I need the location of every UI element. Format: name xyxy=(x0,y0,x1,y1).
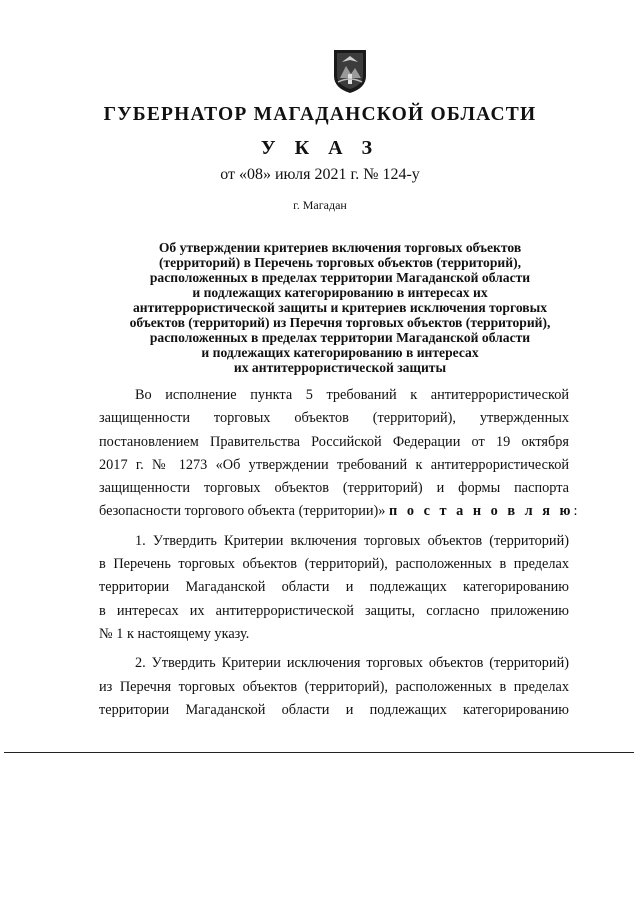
heading-line: объектов (территорий) из Перечня торговых объектов (территорий), xyxy=(129,315,551,330)
document-date-number: от «08» июля 2021 г. № 124-у xyxy=(220,166,420,183)
heading-line: (территорий) в Перечень торговых объектов (территорий), xyxy=(158,255,522,270)
body-line: в Перечень торговых объектов (территорий), расположенных в пределах xyxy=(99,556,569,573)
body-line: территории Магаданской области и подлежащих категорированию xyxy=(99,701,569,718)
body-line: в интересах их антитеррористической защиты, согласно приложению xyxy=(99,602,569,619)
body-line: защищенности торговых объектов (территорий) и формы паспорта xyxy=(99,480,569,497)
body-line: из Перечня торговых объектов (территорий), расположенных в пределах xyxy=(99,678,569,695)
page-footer-rule xyxy=(4,752,634,753)
body-line: 2. Утвердить Критерии исключения торговых объектов (территорий) xyxy=(135,655,569,672)
body-line-text: безопасности торгового объекта (территории)» xyxy=(99,503,386,520)
body-line-colon: : xyxy=(573,503,578,520)
document-type: У К А З xyxy=(260,137,380,159)
body-line xyxy=(99,500,578,523)
coat-of-arms-emblem xyxy=(332,48,368,94)
body-line: постановлением Правительства Российской Федерации от 19 октября xyxy=(99,433,569,450)
heading-line: антитеррористической защиты и критериев исключения торговых xyxy=(132,300,548,315)
body-line: защищенности торговых объектов (территорий), утвержденных xyxy=(99,410,569,427)
heading-line: Об утверждении критериев включения торговых объектов xyxy=(158,240,522,255)
body-line: 1. Утвердить Критерии включения торговых объектов (территорий) xyxy=(135,532,569,549)
heading-line: и подлежащих категорированию в интересах их xyxy=(192,285,488,300)
heading-line: расположенных в пределах территории Магаданской области xyxy=(149,270,531,285)
document-place: г. Магадан xyxy=(293,198,347,212)
document-heading xyxy=(92,240,588,375)
heading-line: и подлежащих категорированию в интересах xyxy=(201,345,479,360)
decree-verb: п о с т а н о в л я ю xyxy=(389,503,574,520)
body-line: территории Магаданской области и подлежащих категорированию xyxy=(99,579,569,596)
document-body xyxy=(99,384,578,722)
body-line: 2017 г. № 1273 «Об утверждении требований к антитеррористической xyxy=(99,456,569,473)
body-line: № 1 к настоящему указу. xyxy=(99,625,250,642)
heading-line: их антитеррористической защиты xyxy=(233,360,447,375)
body-line: Во исполнение пункта 5 требований к антитеррористической xyxy=(135,387,569,403)
issuing-authority: ГУБЕРНАТОР МАГАДАНСКОЙ ОБЛАСТИ xyxy=(103,104,537,125)
heading-line: расположенных в пределах территории Магаданской области xyxy=(149,330,531,345)
